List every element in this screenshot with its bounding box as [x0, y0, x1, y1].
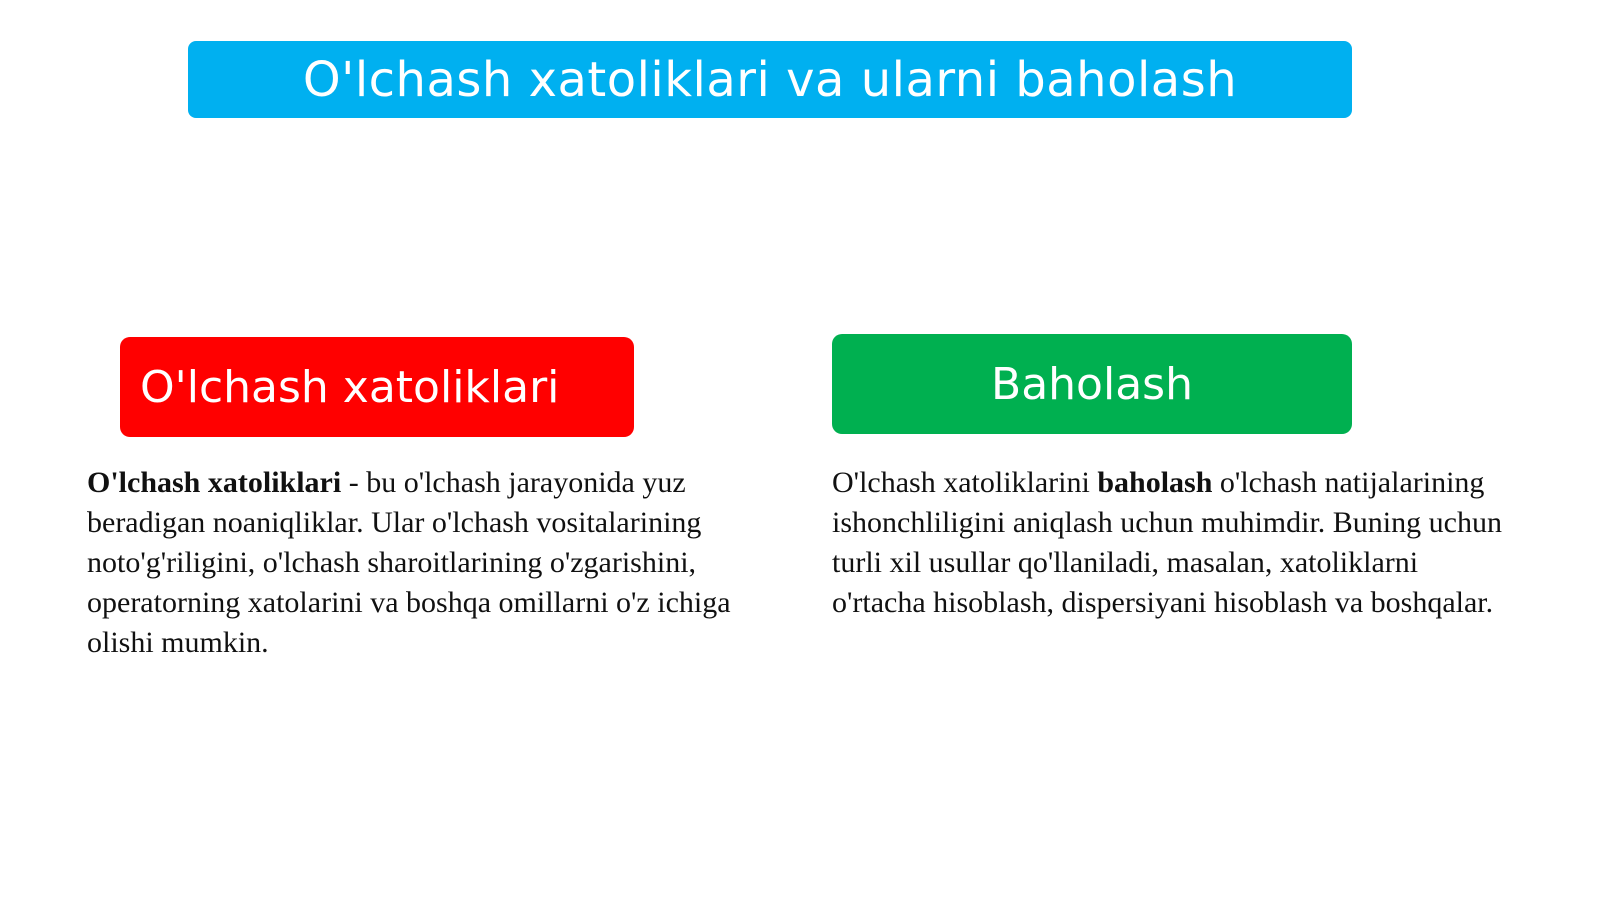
right-body-text — [832, 463, 1512, 623]
right-header-box — [832, 334, 1352, 434]
slide-title-bar — [188, 41, 1352, 118]
left-bold-lead: O'lchash xatoliklari — [87, 466, 342, 499]
left-header-label: O'lchash xatoliklari — [140, 361, 560, 413]
left-paragraph: - bu o'lchash jarayonida yuz beradigan noaniqliklar. Ular o'lchash vositalarining noto'g'riligini, o'lchash sharoitlarining o'zgarishini, operatorning xatolarini va boshqa omillarni o'z ichiga olishi mumkin. — [87, 466, 731, 659]
slide-title: O'lchash xatoliklari va ularni baholash — [302, 51, 1238, 108]
right-header-label: Baholash — [991, 358, 1193, 410]
left-header-box — [120, 337, 634, 437]
left-body-text — [87, 463, 787, 663]
right-text-after: o'lchash natijalarining ishonchliligini aniqlash uchun muhimdir. Buning uchun turli xil usullar qo'llaniladi, masalan, xatoliklarni o'rtacha hisoblash, dispersiyani hisoblash va boshqalar. — [832, 466, 1502, 619]
right-bold-word: baholash — [1097, 466, 1213, 499]
right-text-before: O'lchash xatoliklarini — [832, 466, 1098, 499]
